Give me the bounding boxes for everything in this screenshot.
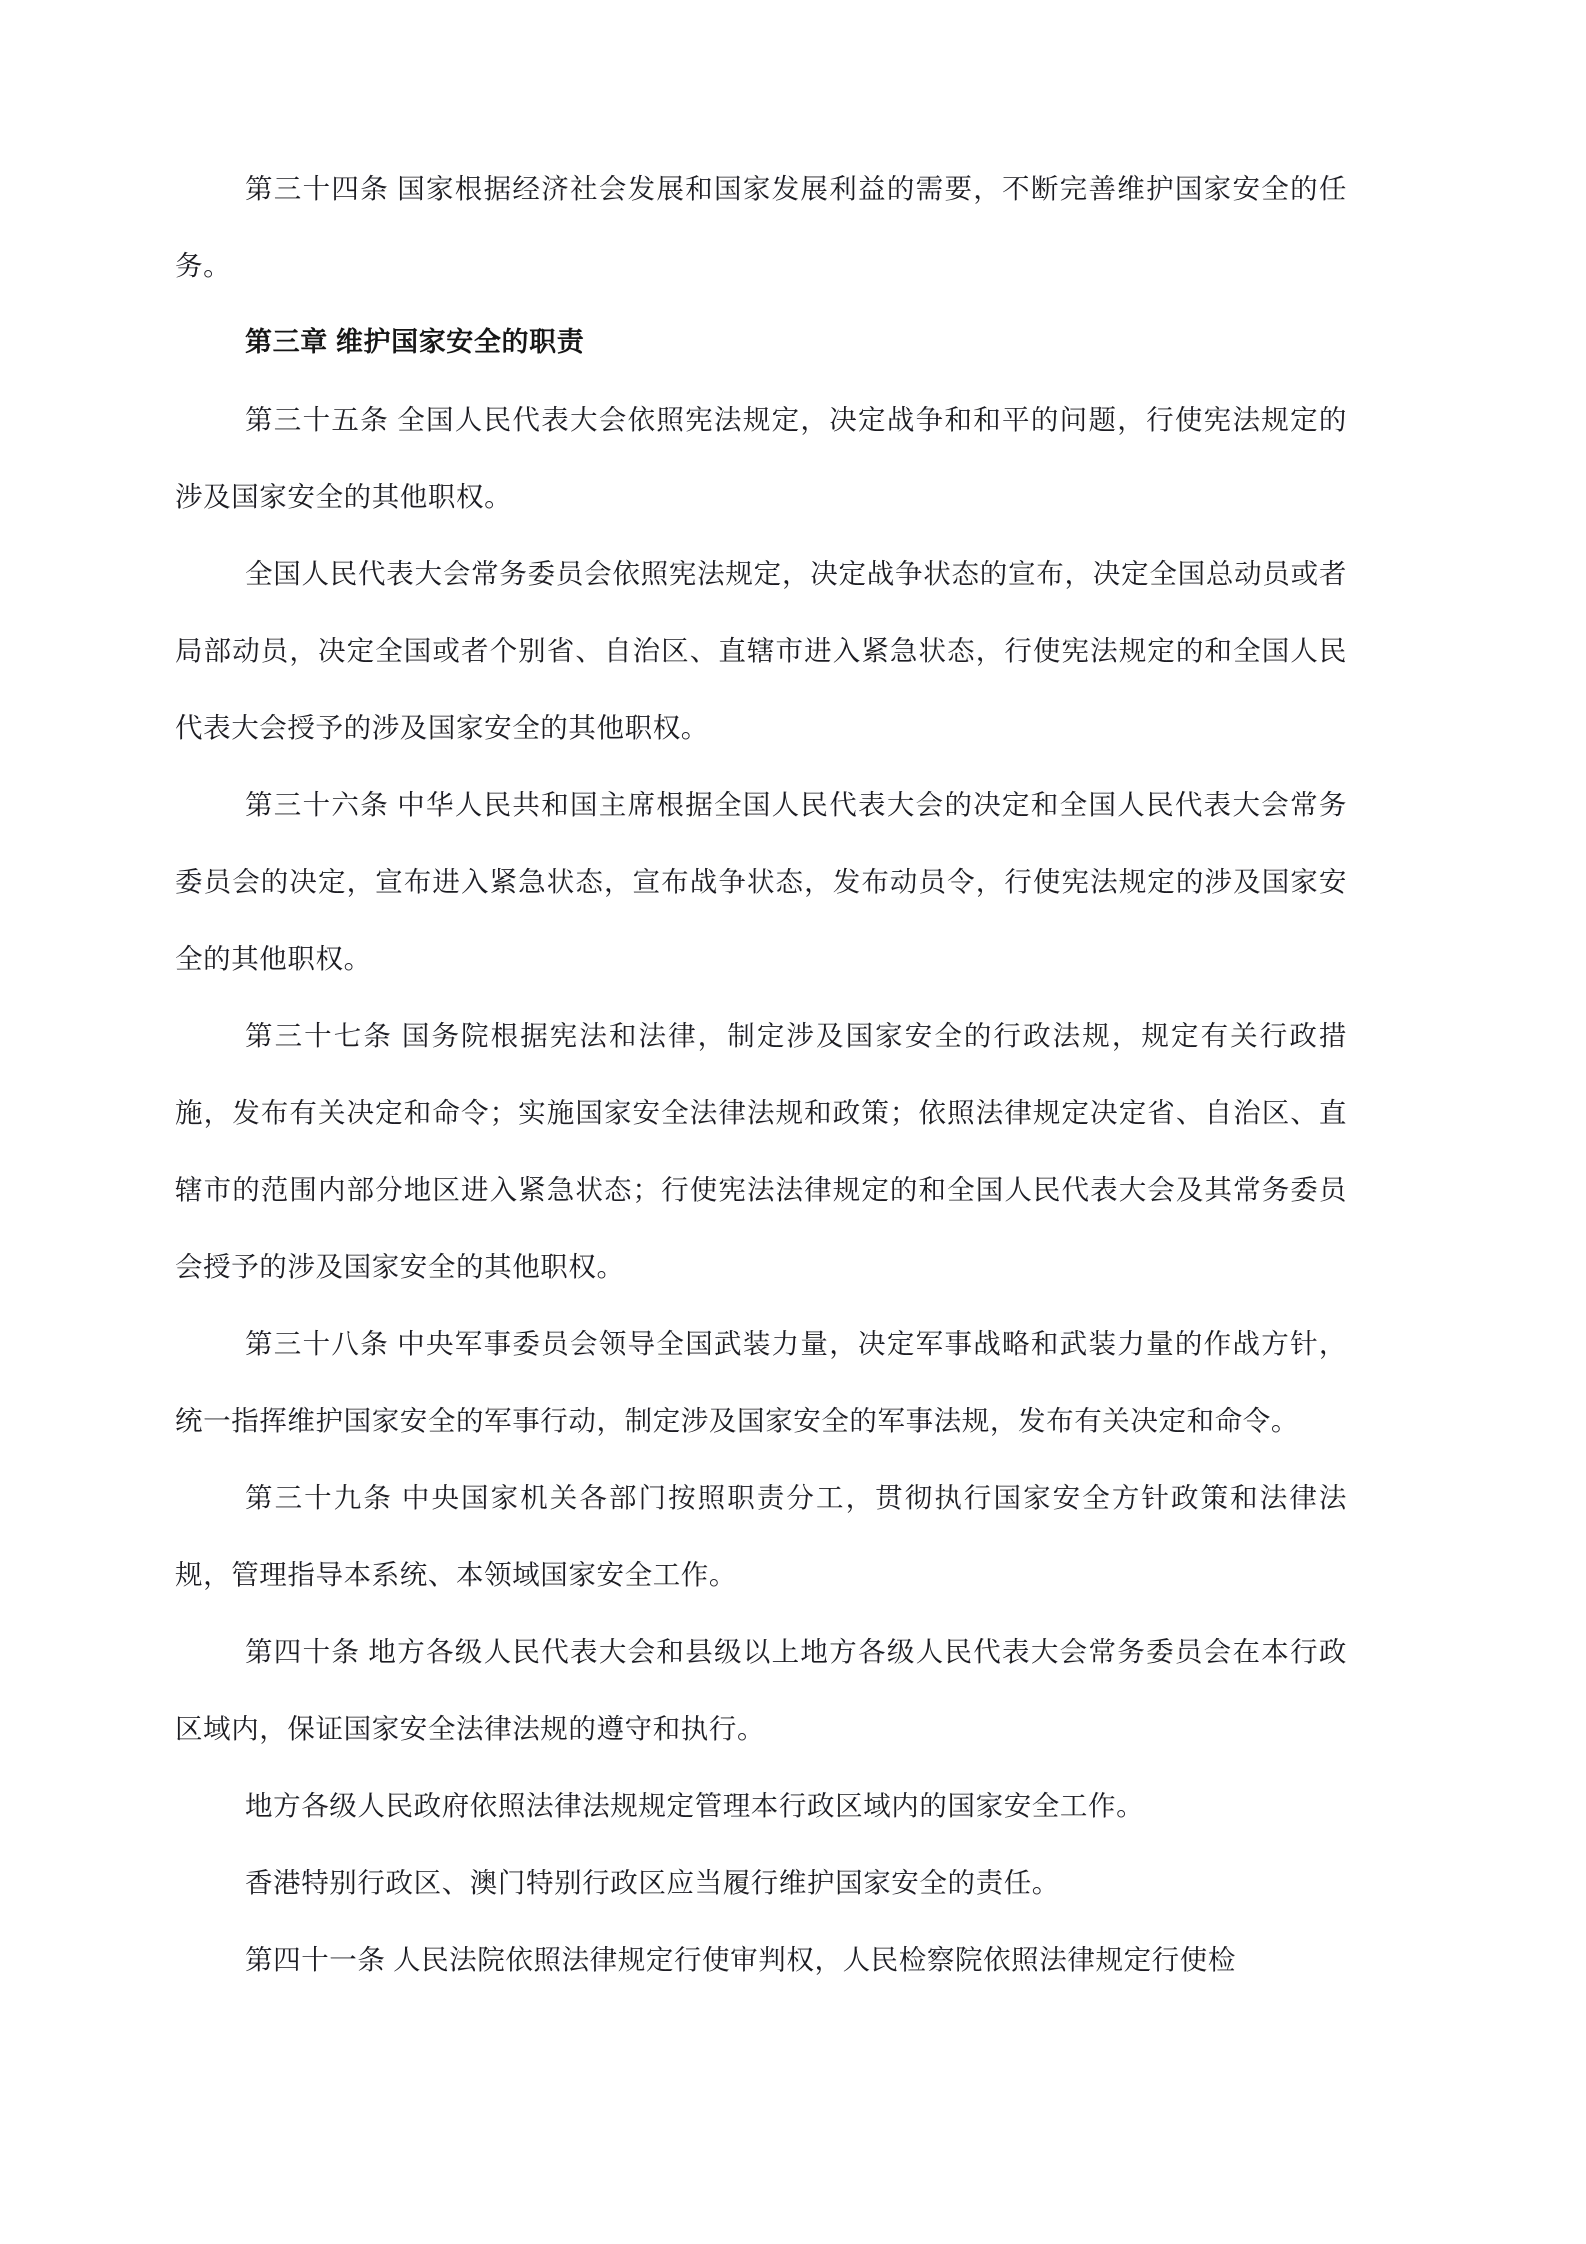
paragraph-article-40-p1: 第四十条 地方各级人民代表大会和县级以上地方各级人民代表大会常务委员会在本行政区域内，保证国家安全法律法规的遵守和执行。 <box>175 1636 1347 1744</box>
paragraph-article-35-p1: 第三十五条 全国人民代表大会依照宪法规定，决定战争和和平的问题，行使宪法规定的涉及国家安全的其他职权。 <box>175 404 1347 512</box>
paragraph-article-38: 第三十八条 中央军事委员会领导全国武装力量，决定军事战略和武装力量的作战方针，统一指挥维护国家安全的军事行动，制定涉及国家安全的军事法规，发布有关决定和命令。 <box>175 1328 1347 1436</box>
paragraph-article-40-p2: 地方各级人民政府依照法律法规规定管理本行政区域内的国家安全工作。 <box>245 1790 1145 1821</box>
paragraph-article-40-p3: 香港特别行政区、澳门特别行政区应当履行维护国家安全的责任。 <box>245 1867 1060 1898</box>
document-body <box>175 150 1347 1998</box>
paragraph-article-36: 第三十六条 中华人民共和国主席根据全国人民代表大会的决定和全国人民代表大会常务委员会的决定，宣布进入紧急状态，宣布战争状态，发布动员令，行使宪法规定的涉及国家安全的其他职权。 <box>175 789 1347 974</box>
paragraph-article-37: 第三十七条 国务院根据宪法和法律，制定涉及国家安全的行政法规，规定有关行政措施，发布有关决定和命令；实施国家安全法律法规和政策；依照法律规定决定省、自治区、直辖市的范围内部分地区进入紧急状态；行使宪法法律规定的和全国人民代表大会及其常务委员会授予的涉及国家安全的其他职权。 <box>175 1020 1347 1282</box>
paragraph-article-39: 第三十九条 中央国家机关各部门按照职责分工，贯彻执行国家安全方针政策和法律法规，管理指导本系统、本领域国家安全工作。 <box>175 1482 1347 1590</box>
paragraph-article-34: 第三十四条 国家根据经济社会发展和国家发展利益的需要，不断完善维护国家安全的任务。 <box>175 173 1347 281</box>
heading-chapter-3: 第三章 维护国家安全的职责 <box>245 327 585 357</box>
paragraph-article-35-p2: 全国人民代表大会常务委员会依照宪法规定，决定战争状态的宣布，决定全国总动员或者局部动员，决定全国或者个别省、自治区、直辖市进入紧急状态，行使宪法规定的和全国人民代表大会授予的涉及国家安全的其他职权。 <box>175 558 1347 743</box>
paragraph-article-41: 第四十一条 人民法院依照法律规定行使审判权，人民检察院依照法律规定行使检 <box>245 1944 1236 1975</box>
